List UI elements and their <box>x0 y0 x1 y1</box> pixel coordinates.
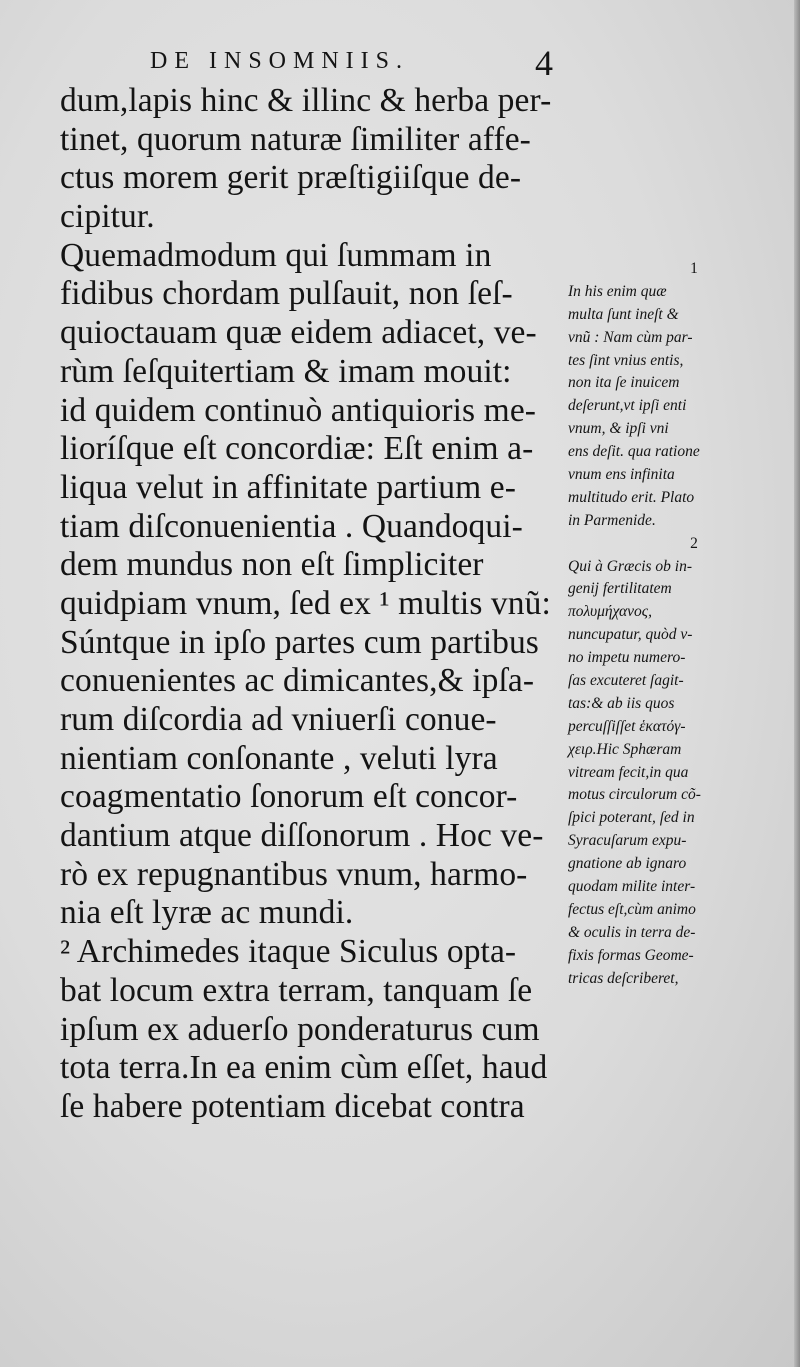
text-line: ipſum ex aduerſo ponderaturus cum <box>60 1010 540 1048</box>
note-line: fixis formas Geome- <box>568 946 694 964</box>
text-line: dem mundus non eſt ſimpliciter <box>60 546 484 584</box>
note-line: nuncupatur, quòd v- <box>568 626 693 644</box>
text-line: rum diſcordia ad vniuerſi conue- <box>60 701 497 738</box>
note-line: In his enim quæ <box>568 282 667 300</box>
note-line: deſerunt,vt ipſi enti <box>568 397 687 415</box>
note-line: tes ſint vnius entis, <box>568 351 684 369</box>
text-line: rò ex repugnantibus vnum, harmo- <box>60 855 528 893</box>
note-line: tas:& ab iis quos <box>568 694 675 712</box>
note-line: genij fertilitatem <box>568 580 672 598</box>
text-line: liqua velut in affinitate partium e- <box>60 468 517 506</box>
note-line: multitudo erit. Plato <box>568 488 695 506</box>
page-number: 4 <box>535 43 553 83</box>
note-line: χειρ.Hic Sphæram <box>568 740 682 758</box>
note-line: & oculis in terra de- <box>568 923 696 941</box>
text-line: fidibus chordam pulſauit, non ſeſ- <box>60 275 513 313</box>
note-line: vnũ : Nam cùm par- <box>568 328 693 346</box>
note-line: tricas deſcriberet, <box>568 969 679 987</box>
text-line: tiam diſconuenientia . Quandoqui- <box>60 507 523 545</box>
note-line: fectus eſt,cùm animo <box>568 900 696 918</box>
text-line: id quidem continuò antiquioris me- <box>60 391 537 429</box>
text-line: Súntque in ipſo partes cum partibus <box>60 623 539 661</box>
text-line: tota terra.In ea enim cùm eſſet, haud <box>60 1049 548 1087</box>
text-line: dantium atque diſſonorum . Hoc ve- <box>60 817 544 855</box>
note-line: ens deſit. qua ratione <box>568 443 700 461</box>
text-line: lioríſque eſt concordiæ: Eſt enim a- <box>60 430 534 468</box>
text-line: nia eſt lyræ ac mundi. <box>60 894 354 932</box>
text-line: dum,lapis hinc & illinc & herba per- <box>60 82 552 119</box>
page-edge-shadow <box>794 0 800 1367</box>
main-text-column <box>60 82 565 1127</box>
text-line: bat locum extra terram, tanquam ſe <box>60 971 533 1009</box>
text-line: tinet, quorum naturæ ſimiliter affe- <box>60 120 531 158</box>
text-line: ctus morem gerit præſtigiiſque de- <box>60 159 522 197</box>
note-line: non ita ſe inuicem <box>568 374 680 392</box>
note-line: percuſſiſſet ἑκατόγ- <box>568 717 686 735</box>
text-line: ſe habere potentiam dicebat contra <box>60 1087 525 1125</box>
text-line: rùm ſeſquitertiam & imam mouit: <box>60 352 512 390</box>
note-line: ſpici poterant, ſed in <box>568 809 695 827</box>
note-line: vnum ens infinita <box>568 466 675 484</box>
note-line: vitream fecit,in qua <box>568 763 689 781</box>
text-line: Quemadmodum qui ſummam in <box>60 236 492 274</box>
note-line: multa ſunt ineſt & <box>568 305 679 323</box>
marginal-notes <box>568 258 780 991</box>
note-line: Qui à Græcis ob in- <box>568 557 692 575</box>
text-line: ² Archimedes itaque Siculus opta- <box>60 933 517 971</box>
note-line: gnatione ab ignaro <box>568 855 687 873</box>
note-line: Syracuſarum expu- <box>568 832 687 850</box>
text-line: cipitur. <box>60 198 155 236</box>
text-line: conuenientes ac dimicantes,& ipſa- <box>60 662 535 700</box>
note-number: 1 <box>690 260 698 277</box>
text-line: coagmentatio ſonorum eſt concor- <box>60 778 518 816</box>
running-title: DE INSOMNIIS. <box>150 48 409 74</box>
note-line: πολυμήχανος, <box>568 603 652 621</box>
note-number: 2 <box>690 534 698 552</box>
note-line: in Parmenide. <box>568 511 656 529</box>
note-line: no impetu numero- <box>568 649 686 667</box>
text-line: quioctauam quæ eidem adiacet, ve- <box>60 314 537 352</box>
note-line: vnum, & ipſi vni <box>568 420 669 438</box>
text-line: nientiam conſonante , veluti lyra <box>60 739 498 777</box>
note-line: motus circulorum cõ- <box>568 786 701 804</box>
note-line: ſas excuteret ſagit- <box>568 672 684 690</box>
text-line: quidpiam vnum, ſed ex ¹ multis vnũ: <box>60 584 551 622</box>
note-line: quodam milite inter- <box>568 878 696 896</box>
